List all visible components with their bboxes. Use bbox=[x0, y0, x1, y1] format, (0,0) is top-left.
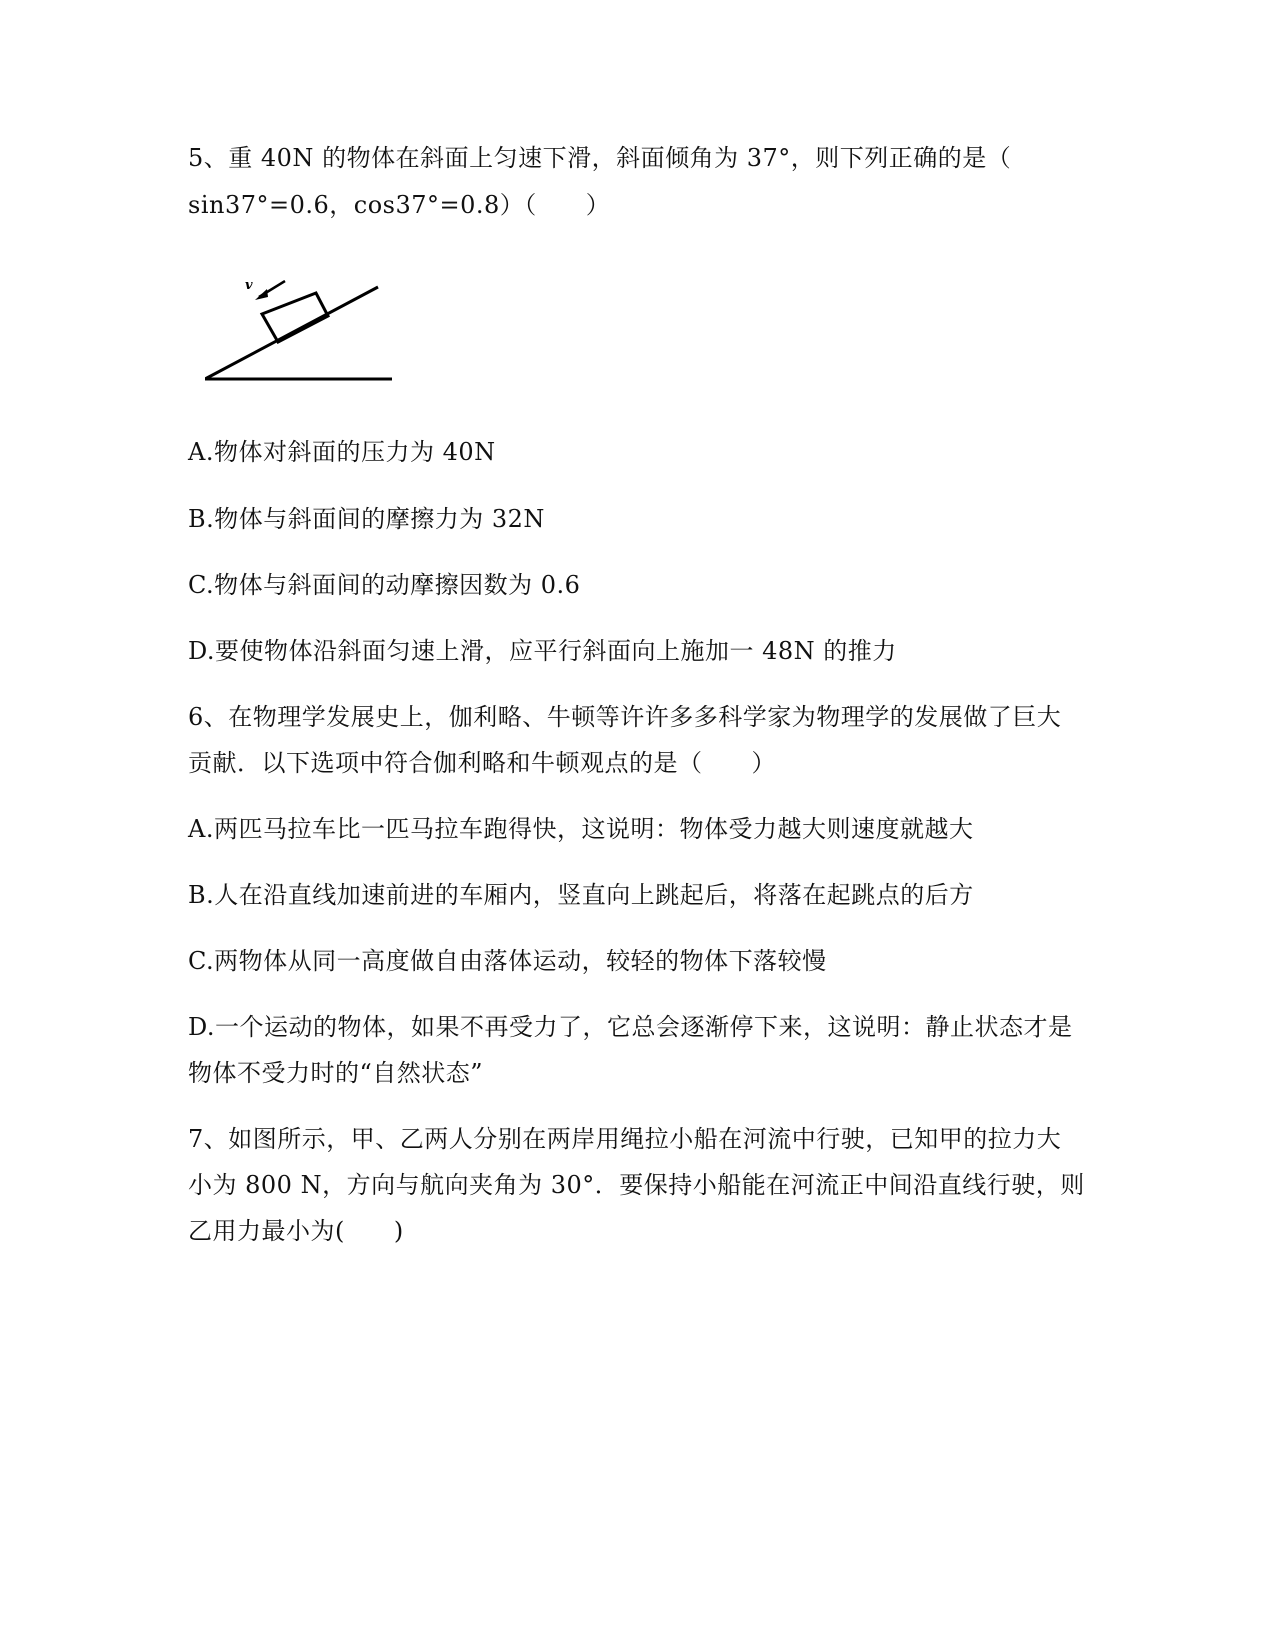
q6-option-d-line-1: D.一个运动的物体，如果不再受力了，它总会逐渐停下来，这说明：静止状态才是 bbox=[188, 1013, 1073, 1041]
q5-stem-line-1: 5、重 40N 的物体在斜面上匀速下滑，斜面倾角为 37°，则下列正确的是（ bbox=[188, 144, 1012, 172]
q5-option-d: D.要使物体沿斜面匀速上滑，应平行斜面向上施加一 48N 的推力 bbox=[188, 637, 897, 665]
q5-option-a: A.物体对斜面的压力为 40N bbox=[188, 438, 496, 466]
q6-stem-line-1: 6、在物理学发展史上，伽利略、牛顿等许许多多科学家为物理学的发展做了巨大 bbox=[188, 703, 1062, 731]
velocity-arrow-head bbox=[255, 289, 268, 300]
q6-option-b: B.人在沿直线加速前进的车厢内，竖直向上跳起后，将落在起跳点的后方 bbox=[188, 881, 974, 909]
q7-stem-line-2: 小为 800 N，方向与航向夹角为 30°．要保持小船能在河流正中间沿直线行驶，则 bbox=[188, 1171, 1085, 1199]
q6-option-a: A.两匹马拉车比一匹马拉车跑得快，这说明：物体受力越大则速度就越大 bbox=[188, 815, 974, 843]
q7-stem-line-1: 7、如图所示，甲、乙两人分别在两岸用绳拉小船在河流中行驶，已知甲的拉力大 bbox=[188, 1125, 1062, 1153]
q6-option-c: C.两物体从同一高度做自由落体运动，较轻的物体下落较慢 bbox=[188, 947, 827, 975]
q7-stem-line-3: 乙用力最小为( ) bbox=[188, 1217, 404, 1245]
incline-line bbox=[205, 287, 378, 379]
q6-option-d-line-2: 物体不受力时的“自然状态” bbox=[188, 1059, 484, 1087]
q5-option-b: B.物体与斜面间的摩擦力为 32N bbox=[188, 505, 545, 533]
velocity-label: v bbox=[245, 280, 253, 293]
q6-stem-line-2: 贡献．以下选项中符合伽利略和牛顿观点的是（ ） bbox=[188, 749, 776, 777]
q5-option-c: C.物体与斜面间的动摩擦因数为 0.6 bbox=[188, 571, 581, 599]
incline-diagram bbox=[205, 280, 405, 405]
q5-stem-line-2: sin37°=0.6，cos37°=0.8）（ ） bbox=[188, 191, 611, 219]
